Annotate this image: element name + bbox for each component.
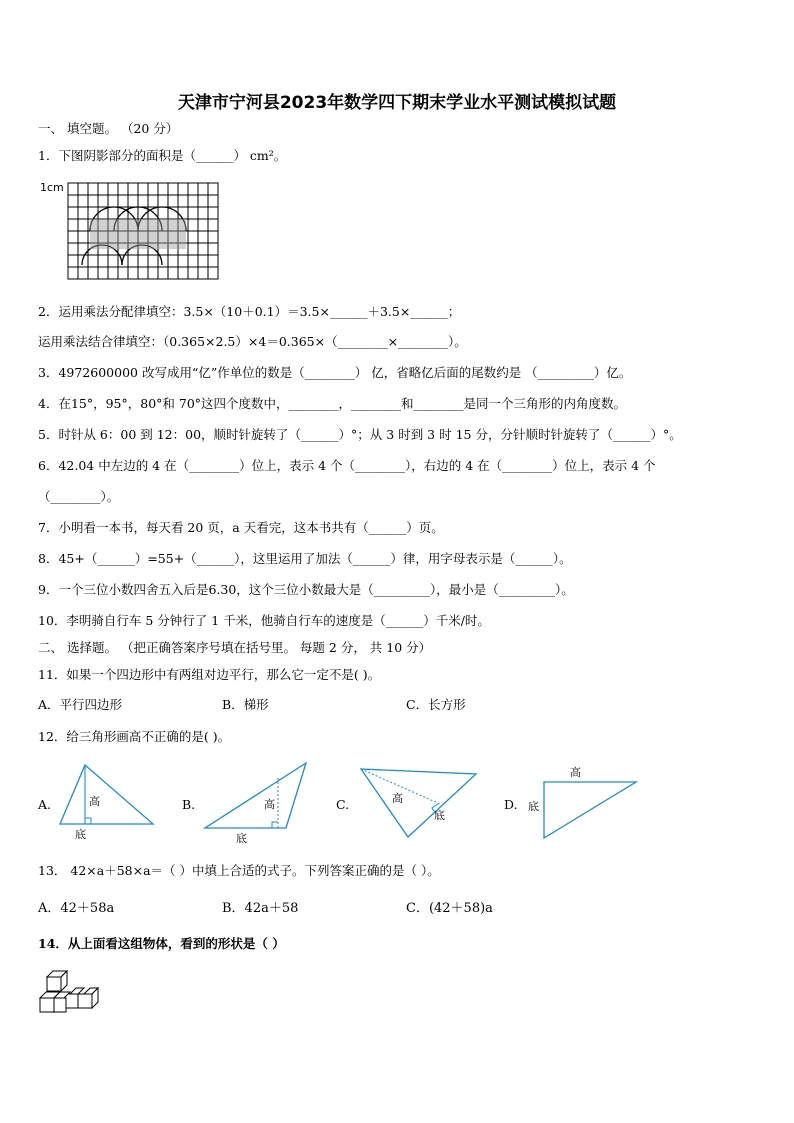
q11-option-c[interactable]: C．长方形 (406, 697, 466, 712)
triangle-b-height-label: 高 (264, 798, 275, 811)
question-14: 14．从上面看这组物体，看到的形状是（ ） (38, 936, 285, 951)
question-6a: 6．42.04 中左边的 4 在（________）位上，表示 4 个（________），右边的 4 在（________）位上，表示 4 个 (38, 458, 656, 473)
triangle-b-base-label: 底 (236, 832, 247, 845)
q11-option-b[interactable]: B．梯形 (222, 697, 269, 712)
triangle-a-figure (55, 760, 160, 845)
q13-option-a[interactable]: A．42＋58a (38, 901, 115, 916)
q13-option-b[interactable]: B．42a＋58 (222, 901, 299, 916)
triangle-d-figure (528, 764, 643, 844)
question-4: 4．在15°，95°，80°和 70°这四个度数中，________，________和________是同一个三角形的内角度数。 (38, 396, 627, 411)
triangle-b-figure (200, 758, 315, 848)
triangle-d-base-label: 底 (528, 800, 539, 813)
cube-stack-figure (38, 968, 103, 1016)
question-2a: 2．运用乘法分配律填空：3.5×（10＋0.1）＝3.5×______＋3.5×______； (38, 304, 461, 319)
q12-option-c[interactable]: C. (336, 797, 350, 812)
question-3: 3．4972600000 改写成用“亿”作单位的数是（________） 亿，省略亿后面的尾数约是 （_________）亿。 (38, 365, 632, 380)
question-9: 9．一个三位小数四舍五入后是6.30，这个三位小数最大是（_________），最小是（_________）。 (38, 582, 574, 597)
question-5: 5．时针从 6：00 到 12：00，顺时针旋转了（______）°；从 3 时到 3 时 15 分，分针顺时针旋转了（______）°。 (38, 427, 682, 442)
question-12: 12．给三角形画高不正确的是( )。 (38, 729, 231, 744)
triangle-c-figure (356, 764, 481, 844)
grid-scale-label: 1cm (40, 181, 64, 194)
section-2-heading: 二、 选择题。 （把正确答案序号填在括号里。 每题 2 分， 共 10 分） (38, 640, 432, 655)
question-7: 7．小明看一本书，每天看 20 页，a 天看完，这本书共有（______）页。 (38, 520, 444, 535)
q12-option-d[interactable]: D. (504, 797, 518, 812)
triangle-a-base-label: 底 (75, 828, 86, 841)
exam-title: 天津市宁河县2023年数学四下期末学业水平测试模拟试题 (177, 93, 617, 113)
triangle-c-base-label: 底 (434, 809, 445, 822)
triangle-d-height-label: 高 (570, 766, 581, 779)
question-2b: 运用乘法结合律填空：（0.365×2.5）×4＝0.365×（________×________）。 (38, 334, 467, 349)
triangle-c-height-label: 高 (392, 792, 403, 805)
q13-option-c[interactable]: C．(42＋58)a (406, 901, 493, 916)
q11-option-a[interactable]: A．平行四边形 (38, 697, 123, 712)
section-1-heading: 一、 填空题。 （20 分） (38, 121, 179, 136)
q12-option-b[interactable]: B. (182, 797, 196, 812)
question-13: 13． 42×a＋58×a＝（ ）中填上合适的式子。下列答案正确的是（ ）。 (38, 863, 440, 878)
question-1: 1．下图阴影部分的面积是（______） cm²。 (38, 148, 287, 163)
question-11: 11．如果一个四边形中有两组对边平行，那么它一定不是( )。 (38, 667, 381, 682)
triangle-a-height-label: 高 (89, 795, 100, 808)
question-10: 10．李明骑自行车 5 分钟行了 1 千米，他骑自行车的速度是（______）千米/时。 (38, 613, 490, 628)
q12-option-a[interactable]: A. (38, 797, 52, 812)
question-6b: （________）。 (38, 489, 120, 504)
question-8: 8．45+（______）=55+（______），这里运用了加法（______）律，用字母表示是（______）。 (38, 551, 572, 566)
shaded-area-grid-figure (38, 178, 228, 286)
